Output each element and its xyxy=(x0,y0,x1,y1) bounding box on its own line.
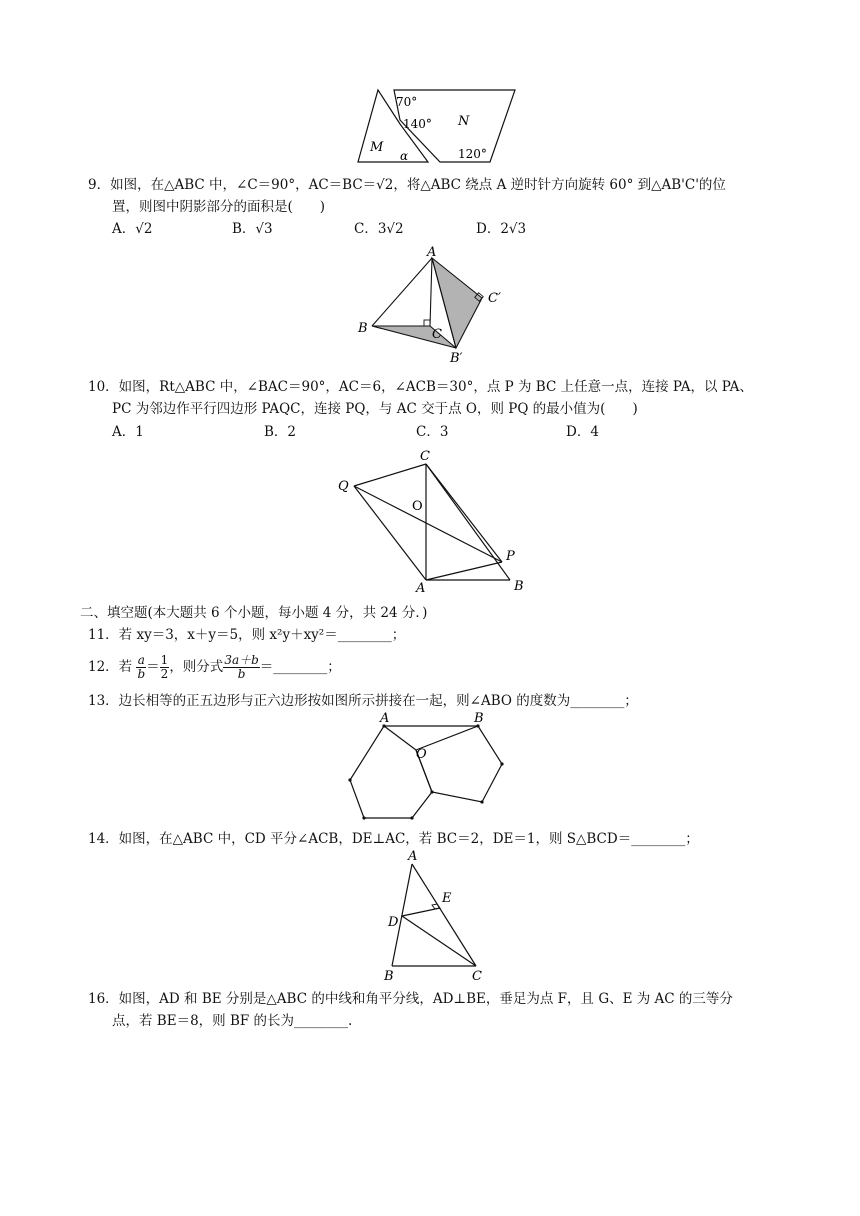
figure-q10 xyxy=(330,446,540,594)
q13-label-o: O xyxy=(416,747,427,762)
q11-text: 11．若 xy＝3，x＋y＝5，则 x²y＋xy²＝________； xyxy=(88,627,406,643)
q16-line1: 16．如图，AD 和 BE 分别是△ABC 的中线和角平分线，AD⊥BE，垂足为点 F，且 G、E 为 AC 的三等分 xyxy=(88,991,733,1007)
q13-label-a: A xyxy=(380,712,390,726)
q10-label-p: P xyxy=(506,549,515,564)
label-alpha: α xyxy=(400,149,409,163)
q16-line2: 点，若 BE＝8，则 BF 的长为________. xyxy=(112,1013,353,1029)
q9-option-b[interactable]: B．√3 xyxy=(232,221,273,237)
q10-label-c: C xyxy=(420,449,430,464)
q9-label-b: B xyxy=(358,321,368,336)
q10-option-c[interactable]: C．3 xyxy=(416,424,449,440)
q9-option-c[interactable]: C．3√2 xyxy=(354,221,404,237)
q10-option-d[interactable]: D．4 xyxy=(566,424,599,440)
q12-equals: ＝ xyxy=(146,659,160,675)
q14-label-c: C xyxy=(472,969,482,982)
figure-q9 xyxy=(350,246,520,366)
q14-label-a: A xyxy=(408,849,418,864)
q12-text xyxy=(88,652,341,682)
q14-label-d: D xyxy=(388,915,399,930)
q9-label-bprime: B′ xyxy=(450,351,463,366)
q9-option-a[interactable]: A．√2 xyxy=(112,221,153,237)
q10-label-a: A xyxy=(416,581,426,594)
q9-line1: 9．如图，在△ABC 中，∠C＝90°，AC＝BC＝√2，将△ABC 绕点 A 逆时针方向旋转 60° 到△AB'C'的位 xyxy=(88,177,726,193)
q14-label-e: E xyxy=(442,891,452,906)
q14-label-b: B xyxy=(384,969,394,982)
q9-label-a: A xyxy=(427,246,437,260)
q12-suffix: ＝________； xyxy=(259,659,341,675)
angle-140-label: 140° xyxy=(403,117,432,131)
q10-label-q: Q xyxy=(338,479,349,494)
q13-text: 13．边长相等的正五边形与正六边形按如图所示拼接在一起，则∠ABO 的度数为________； xyxy=(88,693,638,709)
q12-prefix: 12．若 xyxy=(88,659,133,675)
q10-label-o: O xyxy=(412,499,423,514)
q9-label-cprime: C′ xyxy=(488,291,501,306)
q9-option-d[interactable]: D．2√3 xyxy=(476,221,527,237)
section-2-heading: 二、填空题(本大题共 6 个小题，每小题 4 分，共 24 分．) xyxy=(80,605,428,621)
q12-fraction-one-half: $\frac{1}{2}$ xyxy=(160,653,169,681)
figure-q8 xyxy=(350,84,520,166)
q10-line2: PC 为邻边作平行四边形 PAQC，连接 PQ，与 AC 交于点 O，则 PQ 的最小值为( ) xyxy=(112,401,638,417)
figure-q14 xyxy=(380,848,490,982)
q13-label-b: B xyxy=(474,712,484,726)
label-n: N xyxy=(458,114,470,129)
angle-120-label: 120° xyxy=(458,147,487,161)
q9-line2: 置，则图中阴影部分的面积是( ) xyxy=(112,199,326,215)
angle-70-label: 70° xyxy=(396,95,418,109)
q9-label-c: C xyxy=(432,327,442,342)
figure-q13 xyxy=(340,712,520,836)
q10-option-a[interactable]: A．1 xyxy=(112,424,144,440)
q14-text: 14．如图，在△ABC 中，CD 平分∠ACB，DE⊥AC，若 BC＝2，DE＝1，则 S△BCD＝________； xyxy=(88,831,699,847)
q12-mid: ，则分式 xyxy=(169,659,224,675)
q12-fraction-expression: $\frac{3a+b}{b}$ xyxy=(224,653,259,681)
q10-option-b[interactable]: B．2 xyxy=(264,424,297,440)
q10-line1: 10．如图，Rt△ABC 中，∠BAC＝90°，AC＝6，∠ACB＝30°，点 P 为 BC 上任意一点，连接 PA，以 PA、 xyxy=(88,379,753,395)
q10-label-b: B xyxy=(514,579,524,594)
q12-fraction-a-over-b: $\frac{a}{b}$ xyxy=(137,653,146,681)
label-m: M xyxy=(370,140,384,155)
